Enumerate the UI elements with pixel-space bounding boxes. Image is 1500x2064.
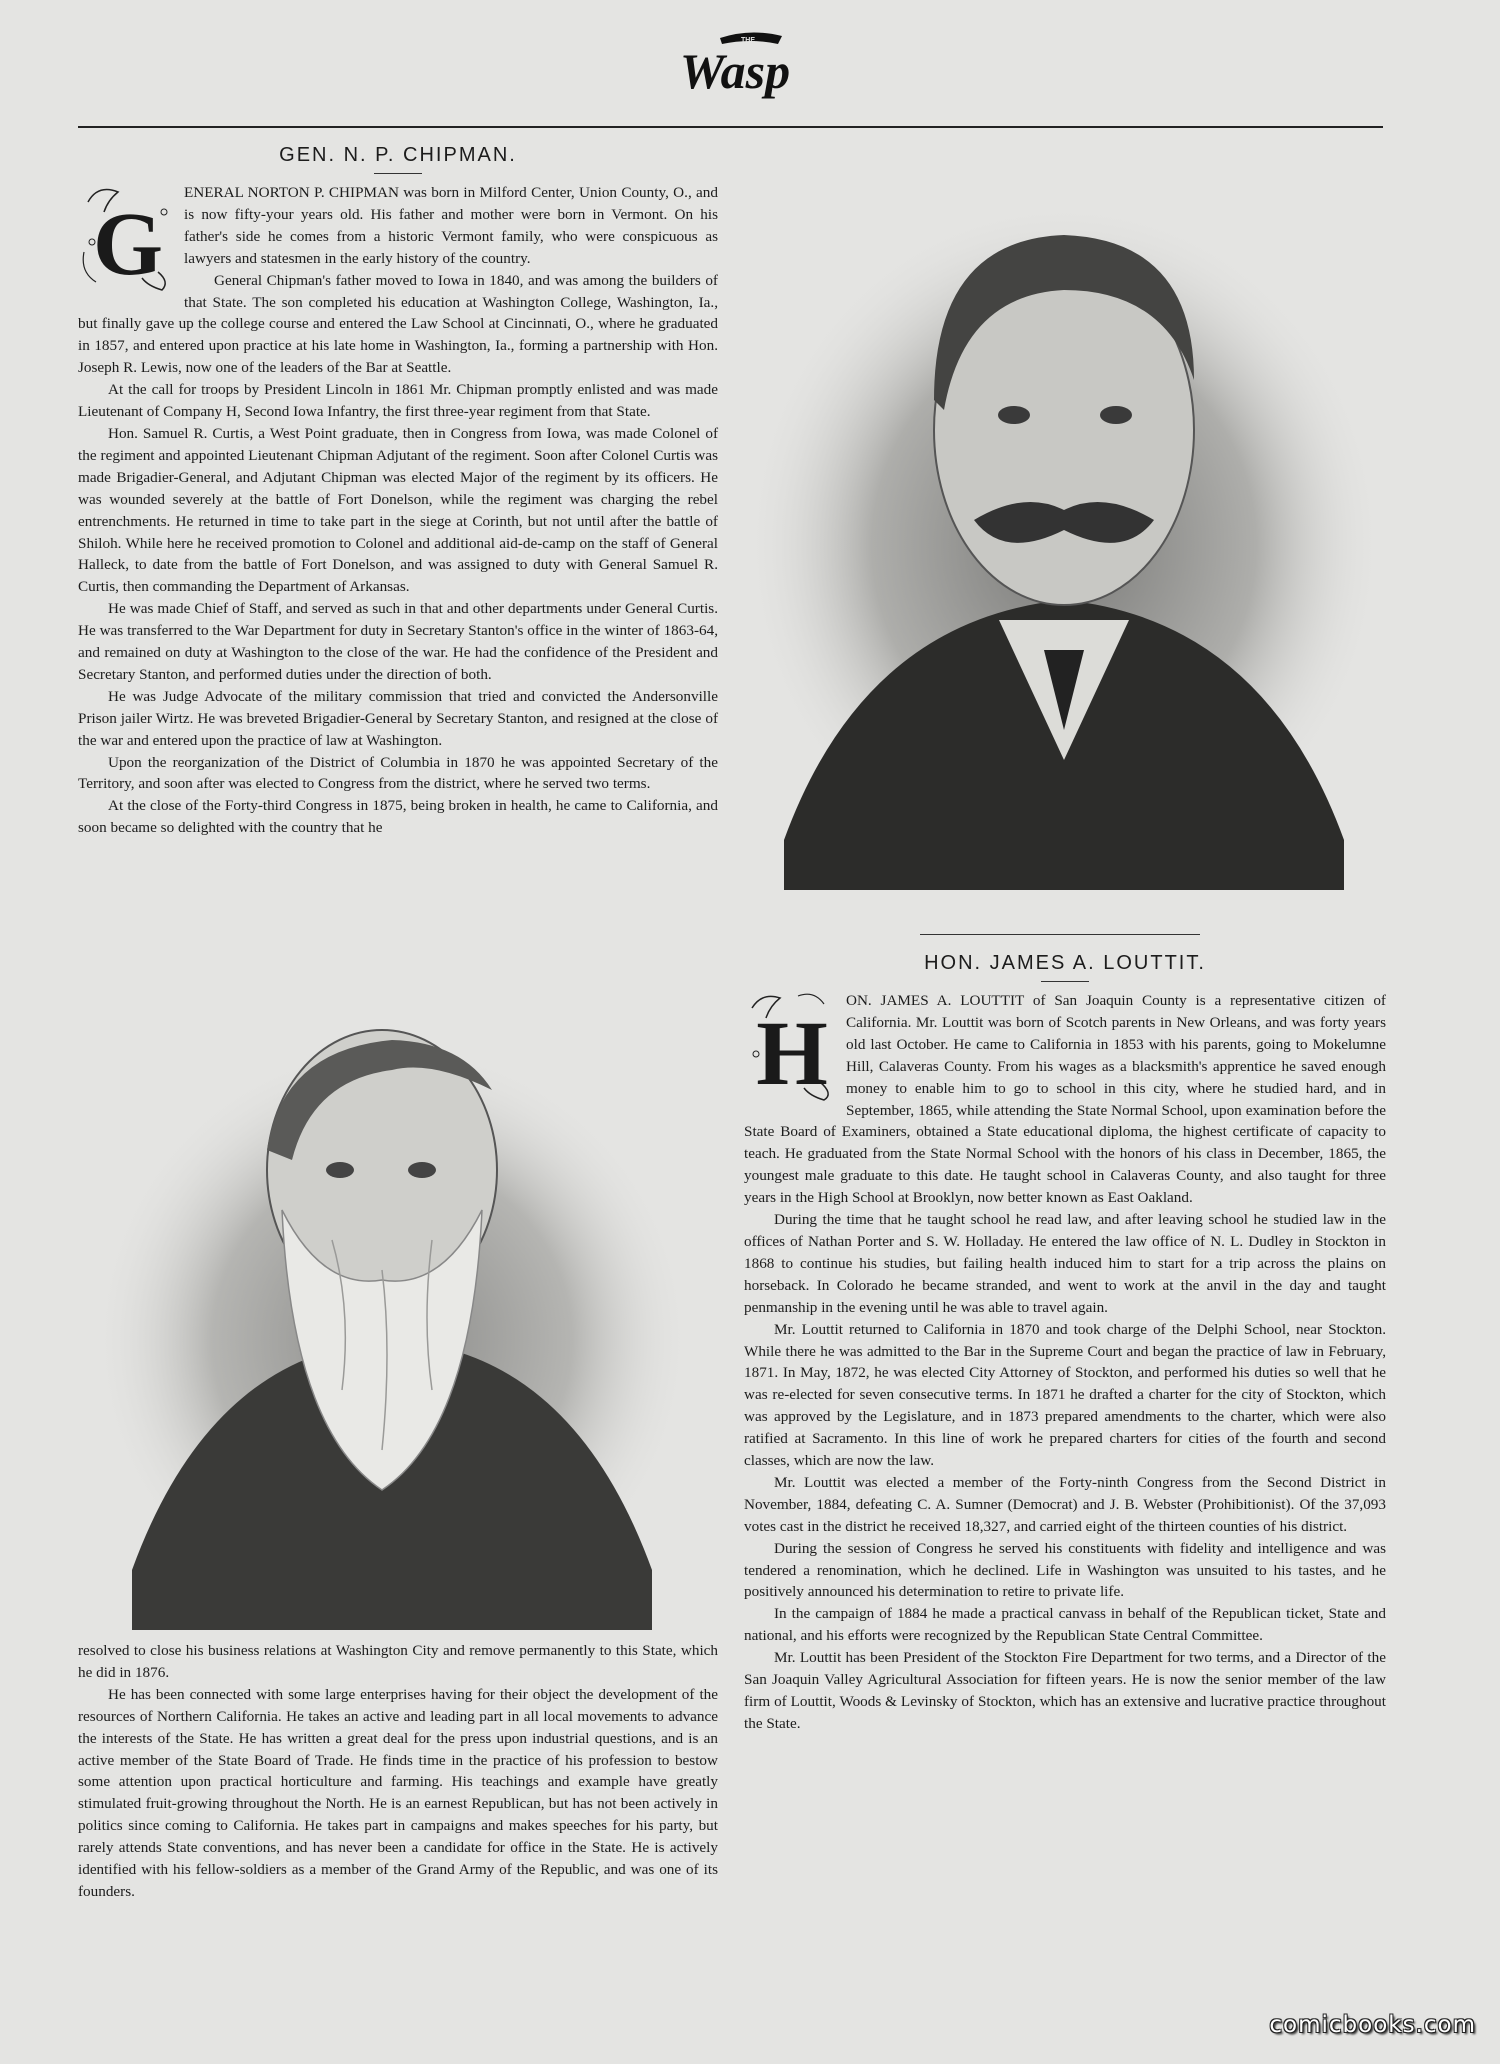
paragraph: Mr. Louttit returned to California in 1870 and took charge of the Delphi School, near Stockton. While there he was admitted to the Bar in the Supreme Court and began the practice of law in February, 1871. In May, 1872, he was elected City Attorney of Stockton, and performed his duties so well that he was re-elected for seven consecutive terms. In 1871 he drafted a charter for the city of Stockton, which was approved by the Legislature, and in 1873 prepared amendments to the charter, which were also ratified at Sacramento. In this line of work he prepared charters for cities of the fourth and second classes, which are now the law. — [744, 1320, 1386, 1470]
paragraph: He was Judge Advocate of the military commission that tried and convicted the Andersonville Prison jailer Wirtz. He was breveted Brigadier-General by Secretary Stanton, and resigned at the close of the war and entered upon the practice of law at Washington. — [78, 687, 718, 749]
paragraph: Mr. Louttit has been President of the Stockton Fire Department for two terms, and a Director of the San Joaquin Valley Agricultural Association for fifteen years. He is now the senior member of the law firm of Louttit, Woods & Levinsky of Stockton, which has an extensive and lucrative practice throughout the State. — [744, 1649, 1386, 1732]
ornamental-dropcap-h — [744, 990, 836, 1102]
article-chipman — [78, 134, 718, 839]
site-watermark: comicbooks.com — [1269, 2012, 1476, 2038]
svg-text:H: H — [756, 1002, 828, 1102]
paragraph: At the call for troops by President Lincoln in 1861 Mr. Chipman promptly enlisted and was made Lieutenant of Company H, Second Iowa Infantry, the first three-year regiment from that State. — [78, 381, 718, 421]
article-louttit — [744, 942, 1386, 1735]
paragraph: At the close of the Forty-third Congress in 1875, being broken in health, he came to California, and soon became so delighted with the country that he — [78, 797, 718, 837]
portrait-chipman-engraving — [92, 1010, 692, 1630]
wasp-masthead-logo — [650, 26, 820, 116]
heading-divider — [1041, 981, 1089, 982]
paragraph: Upon the reorganization of the District of Columbia in 1870 he was appointed Secretary of the Territory, and soon after was elected to Congress from the district, where he served two terms. — [78, 753, 718, 793]
paragraph: During the session of Congress he served his constituents with fidelity and intelligence and was tendered a renomination, which he declined. Life in Washington was unsuited to his tastes, and he positively announced his determination to retire to private life. — [744, 1539, 1386, 1601]
heading-divider — [374, 173, 422, 174]
svg-text:G: G — [92, 195, 164, 292]
paragraph: ENERAL NORTON P. CHIPMAN was born in Milford Center, Union County, O., and is now fifty-your years old. His father and mother were born in Vermont. On his father's side he comes from a historic Vermont family, who were conspicuous as lawyers and statesmen in the early history of the country. — [184, 184, 718, 267]
paragraph: In the campaign of 1884 he made a practical canvass in behalf of the Republican ticket, State and national, and his efforts were recognized by the Republican State Central Committee. — [744, 1605, 1386, 1645]
paragraph: ON. JAMES A. LOUTTIT of San Joaquin County is a representative citizen of California. Mr. Louttit was born of Scotch parents in New Orleans, and was forty years old last October. He came to California in 1853 with his parents, going to Mokelumne Hill, Calaveras County. From his wages as a blacksmith's apprentice he saved enough money to enable him to go to school in this city, where he studied hard, and in September, 1865, while attending the State Normal School, upon examination before the State Board of Examiners, obtained a State educational diploma, the highest certificate of capacity to teach. He graduated from the State Normal School with the honors of his class in December, 1865, the youngest male graduate to this date. He taught school in Calaveras County, and also taught for three years in the High School at Brooklyn, now better known as East Oakland. — [744, 992, 1386, 1207]
paragraph: During the time that he taught school he read law, and after leaving school he studied law in the offices of Nathan Porter and S. W. Holladay. He entered the law office of N. L. Dudley in Stockton in 1868 to continue his studies, but failing health induced him to start for a trip across the plains on horseback. In Colorado he became stranded, and went to work at the anvil in the day and taught penmanship in the evening until he was able to travel again. — [744, 1211, 1386, 1316]
portrait-louttit-engraving — [744, 200, 1384, 890]
paragraph: Hon. Samuel R. Curtis, a West Point graduate, then in Congress from Iowa, was made Colonel of the regiment and appointed Lieutenant Chipman Adjutant of the regiment. Soon after Colonel Curtis was made Brigadier-General, and Adjutant Chipman was elected Major of the regiment by its officers. He was wounded severely at the battle of Fort Donelson, while the regiment was charging the rebel entrenchments. He returned in time to take part in the siege at Corinth, but not until after the battle of Shiloh. While here he received promotion to Colonel and additional aid-de-camp on the staff of General Halleck, to date from the battle of Fort Donelson, and was assigned to duty with General Samuel R. Curtis, then commanding the Department of Arkansas. — [78, 424, 718, 596]
paragraph: General Chipman's father moved to Iowa in 1840, and was among the builders of that State. The son completed his education at Washington College, Washington, Ia., but finally gave up the college course and entered the Law School at Cincinnati, O., where he graduated in 1857, and entered upon practice at his late home in Washington, Ia., forming a partnership with Hon. Joseph R. Lewis, now one of the leaders of the Bar at Seattle. — [78, 271, 718, 377]
ornamental-dropcap-g — [78, 182, 174, 292]
paragraph: resolved to close his business relations at Washington City and remove permanently to this State, which he did in 1876. — [78, 1642, 718, 1681]
paragraph: Mr. Louttit was elected a member of the Forty-ninth Congress from the Second District in November, 1884, defeating C. A. Sumner (Democrat) and J. B. Webster (Prohibitionist). Of the 37,093 votes cast in the district he received 18,327, and carried eight of the thirteen counties of his district. — [744, 1473, 1386, 1535]
section-divider — [920, 934, 1200, 935]
article-chipman-continued — [78, 1640, 718, 1903]
article-heading: HON. JAMES A. LOUTTIT. — [924, 952, 1206, 974]
svg-text:THE: THE — [741, 37, 755, 44]
masthead-rule — [78, 126, 1383, 128]
article-heading: GEN. N. P. CHIPMAN. — [279, 144, 517, 166]
paragraph: He has been connected with some large enterprises having for their object the development of the resources of Northern California. He takes an active and leading part in all local movements to advance the interests of the State. He has written a great deal for the press upon industrial questions, and is an active member of the State Board of Trade. He finds time in the practice of his profession to bestow some attention upon practical horticulture and farming. His teachings and example have greatly stimulated fruit-growing throughout the North. He is an earnest Republican, but has not been actively in politics since coming to California. He takes part in campaigns and makes speeches for his party, but rarely attends State conventions, and has never been a candidate for office in the State. He is actively identified with his fellow-soldiers as a member of the Grand Army of the Republic, and was one of its founders. — [78, 1685, 718, 1900]
paragraph: He was made Chief of Staff, and served as such in that and other departments under General Curtis. He was transferred to the War Department for duty in Secretary Stanton's office in the winter of 1863-64, and remained on duty at Washington to the close of the war. He had the confidence of the President and Secretary Stanton, and performed duties under the direction of both. — [78, 600, 718, 683]
svg-text:Wasp: Wasp — [679, 43, 791, 99]
